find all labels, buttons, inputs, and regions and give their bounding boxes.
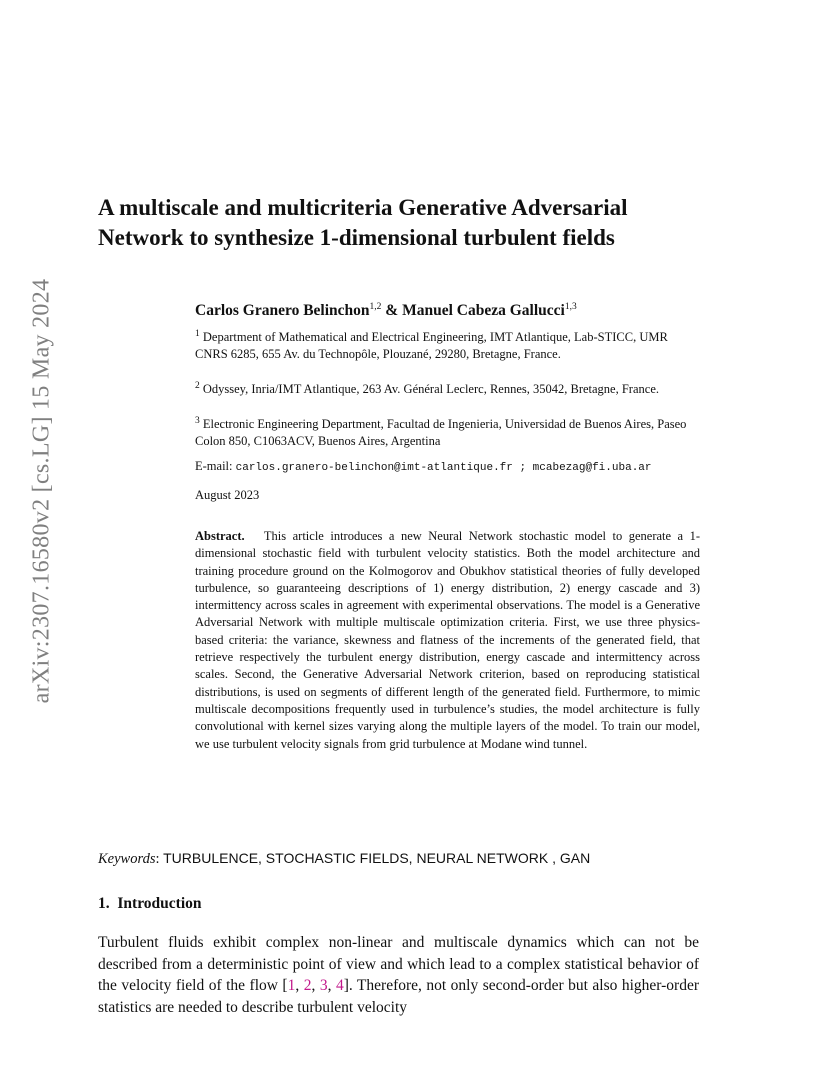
abstract-label: Abstract. bbox=[195, 529, 245, 543]
intro-paragraph: Turbulent fluids exhibit complex non-linear and multiscale dynamics which can not be described from a deterministic point of view and which lead to a complex statistical behavior of the velocity field of the flow [1, 2, 3, 4]. Therefore, not only second-order but also higher-order statistics are needed to describe turbulent velocity bbox=[98, 934, 699, 1016]
section-heading bbox=[98, 895, 202, 913]
citation-link[interactable]: 1 bbox=[287, 977, 296, 994]
paper-title: A multiscale and multicriteria Generative Adversarial Network to synthesize 1-dimensional turbulent fields bbox=[98, 195, 628, 250]
citation-link[interactable]: 2 bbox=[303, 977, 312, 994]
author-1-affiliation: 1,2 bbox=[369, 302, 382, 312]
citation-link[interactable]: 4 bbox=[335, 977, 344, 994]
author-2-affiliation: 1,3 bbox=[564, 302, 577, 312]
affiliation-1: $^1$ Department of Mathematical and Electrical Engineering, IMT Atlantique, Lab-STICC, UMR CNRS 6285, 655 Av. du Technopôle, Plouzané, 29280, Bretagne, France. bbox=[195, 329, 668, 362]
author-1: Carlos Granero Belinchon bbox=[195, 302, 370, 320]
affiliation-3: $^3$ Electronic Engineering Department, Facultad de Ingenieria, Universidad de Buenos Aires, Paseo Colon 850, C1063ACV, Buenos Aires, Argentina bbox=[195, 416, 687, 449]
abstract-text: This article introduces a new Neural Network stochastic model to generate a 1-dimensional stochastic field with turbulent velocity statistics. Both the model architecture and training procedure ground on the Kolmogorov and Obukhov statistical theories of fully developed turbulence, so guaranteeing descriptions of 1) energy distribution, 2) energy cascade and 3) intermittency across scales in agreement with experimental observations. The model is a Generative Adversarial Network with multiple multiscale optimization criteria. First, we use three physics-based criteria: the variance, skewness and flatness of the increments of the generated field, that retrieve respectively the turbulent energy distribution, energy cascade and intermittency across scales. Second, the Generative Adversarial Network criterion, based on reproducing statistical distributions, is used on segments of different length of the generated field. Furthermore, to mimic multiscale decompositions frequently used in turbulence’s studies, the model architecture is fully convolutional with kernel sizes varying along the multiple layers of the model. To train our model, we use turbulent velocity signals from grid turbulence at Modane wind tunnel. bbox=[195, 529, 701, 751]
author-2: Manuel Cabeza Gallucci bbox=[402, 302, 565, 320]
author-line bbox=[195, 302, 577, 320]
arxiv-sidebar-stamp bbox=[22, 256, 62, 726]
paper-date: August 2023 bbox=[195, 488, 260, 502]
keywords-label: Keywords bbox=[98, 851, 156, 867]
affiliation-2: $^2$ Odyssey, Inria/IMT Atlantique, 263 Av. Général Leclerc, Rennes, 35042, Bretagne, France. bbox=[195, 381, 659, 397]
citation-link[interactable]: 3 bbox=[319, 977, 328, 994]
section-number: 1. bbox=[98, 895, 110, 912]
keywords-text: TURBULENCE, STOCHASTIC FIELDS, NEURAL NETWORK , GAN bbox=[163, 850, 591, 866]
abstract bbox=[195, 528, 700, 753]
keywords-line: Keywords: TURBULENCE, STOCHASTIC FIELDS, NEURAL NETWORK , GAN bbox=[98, 850, 591, 867]
email-addresses[interactable]: carlos.granero-belinchon@imt-atlantique.fr ; mcabezag@fi.uba.ar bbox=[235, 462, 652, 474]
section-title: Introduction bbox=[117, 895, 202, 912]
arxiv-id: arXiv:2307.16580v2 [cs.LG] 15 May 2024 bbox=[28, 278, 55, 704]
email-line bbox=[195, 459, 652, 474]
email-label: E-mail: bbox=[195, 459, 233, 473]
author-separator: & bbox=[381, 302, 403, 320]
